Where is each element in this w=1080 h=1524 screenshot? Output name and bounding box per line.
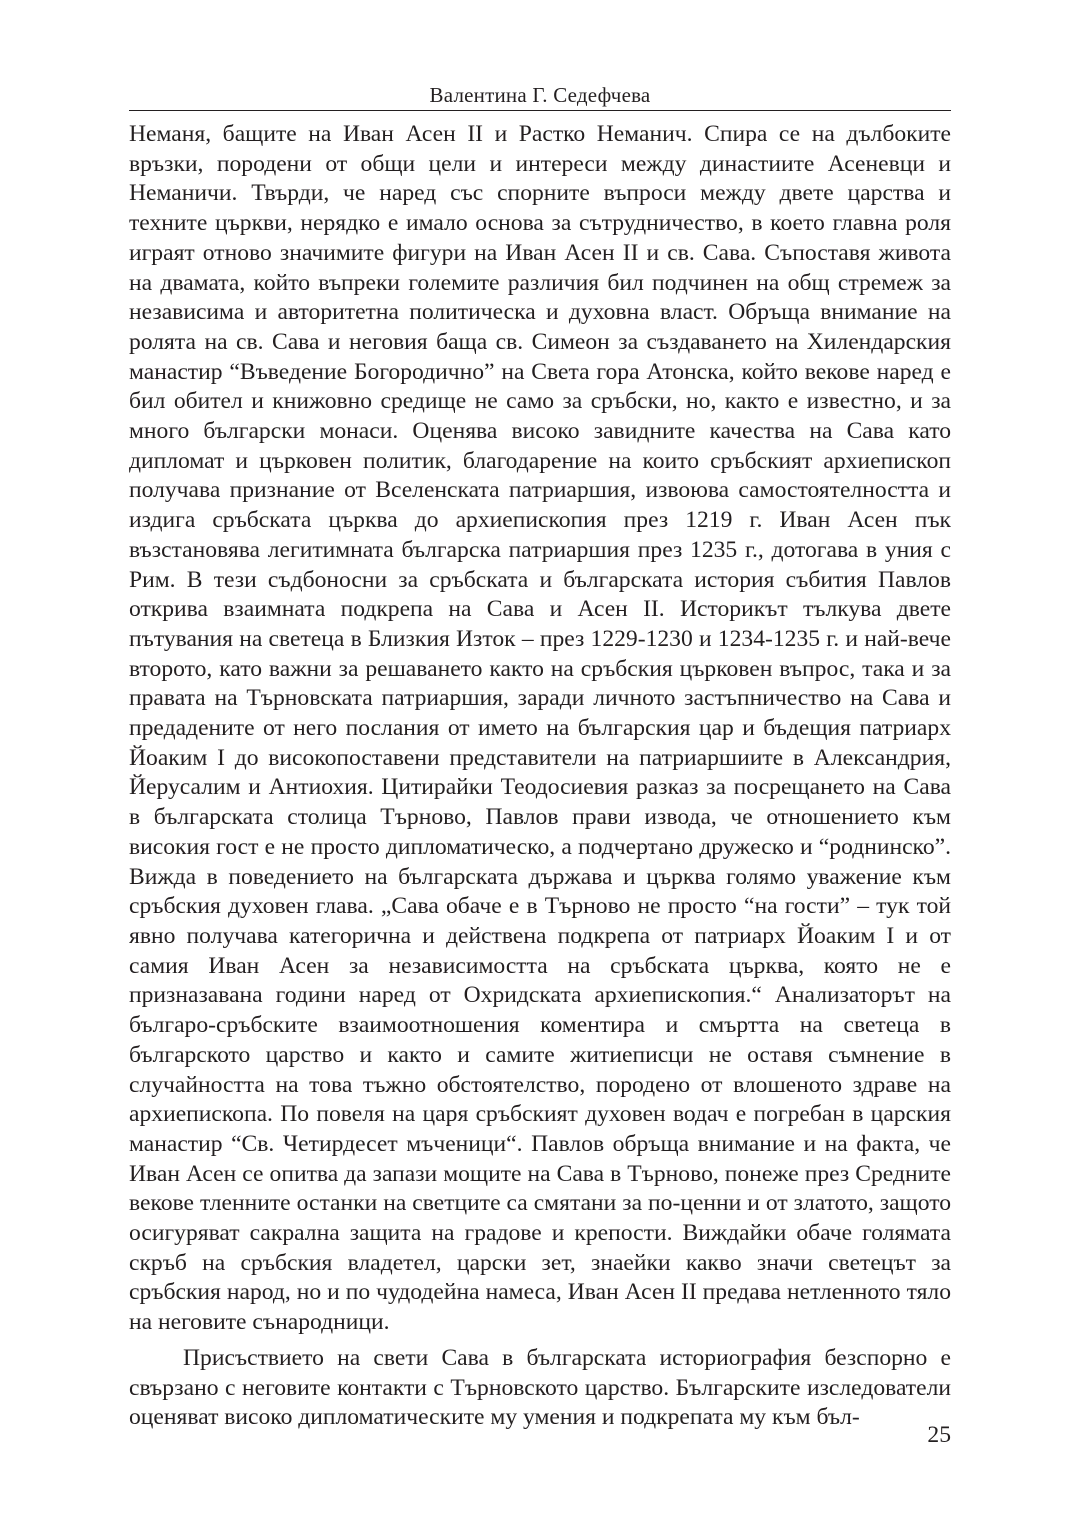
- running-header-author: Валентина Г. Седефчева: [429, 83, 651, 107]
- body-paragraph-1: Неманя, бащите на Иван Асен II и Растко Неманич. Спира се на дълбоките връзки, породени от общи цели и интереси между династиите Асеневци и Неманичи. Твърди, че наред със спорните въпроси между двете царства и техните църкви, нерядко е имало основа за сътрудничество, в което главна роля играят отново значимите фигури на Иван Асен II и св. Сава. Съпоставя живота на двамата, който въпреки големите различия бил подчинен на общ стремеж за независима и авторитетна политическа и духовна власт. Обръща внимание на ролята на св. Сава и неговия баща св. Симеон за създаването на Хилендарския манастир “Въведение Богородично” на Света гора Атонска, който векове наред е бил обител и книжовно средище не само за сръбски, но, както е известно, и за много български монаси. Оценява високо завидните качества на Сава като дипломат и църковен политик, благодарение на които сръбският архиепископ получава признание от Вселенската патриаршия, извоюва самостоятелността и издига сръбската църква до архиепископия през 1219 г. Иван Асен пък възстановява легитимната българска патриаршия през 1235 г., дотогава в уния с Рим. В тези съдбоносни за сръбската и българската история събития Павлов открива взаимната подкрепа на Сава и Асен II. Историкът тълкува двете пътувания на светеца в Близкия Изток – през 1229-1230 и 1234-1235 г. и най-вече второто, като важни за решаването както на сръбския църковен въпрос, така и за правата на Търновската патриаршия, заради личното застъпничество на Сава и предадените от него послания от името на българския цар и бъдещия патриарх Йоаким I до високопоставени представители на патриаршиите в Александрия, Йерусалим и Антиохия. Цитирайки Теодосиевия разказ за посрещането на Сава в българската столица Търново, Павлов прави извода, че отношението към високия гост е не просто дипломатическо, а подчертано дружеско и “роднинско”. Вижда в поведението на българската държава и църква голямо уважение към сръбския духовен глава. „Сава обаче е в Търново не просто “на гости” – тук той явно получава категорична и действена подкрепа от патриарх Йоаким I и от самия Иван Асен за независимостта на сръбската църква, която не е призназавана години наред от Охридската архиепископия.“ Анализаторът на българо-сръбските взаимоотношения коментира и смъртта на светеца в българското царство и както и самите житиеписци не оставя съмнение в случайността на това тъжно обстоятелство, породено от влошеното здраве на архиепископа. По повеля на царя сръбският духовен водач е погребан в царския манастир “Св. Четирдесет мъченици“. Павлов обръща внимание и на факта, че Иван Асен се опитва да запази мощите на Сава в Търново, понеже през Средните векове тленните останки на светците са смятани за по-ценни и от златото, защото осигуряват сакрална защита на градове и крепости. Виждайки обаче голямата скръб на сръбския владетел, царски зет, знаейки какво значи светецът за сръбския народ, но и по чудодейна намеса, Иван Асен II предава нетленното тяло на неговите сънародници.: [129, 121, 951, 1336]
- body-paragraph-2: Присъствието на свети Сава в българската историография безспорно е свързано с неговите контакти с Търновското царство. Българските изследователи оценяват високо дипломатическите му умения и подкрепата му към бъл-: [129, 1344, 951, 1431]
- header-rule: [129, 110, 951, 111]
- page-number: 25: [927, 1422, 951, 1448]
- body-text: [129, 120, 951, 1433]
